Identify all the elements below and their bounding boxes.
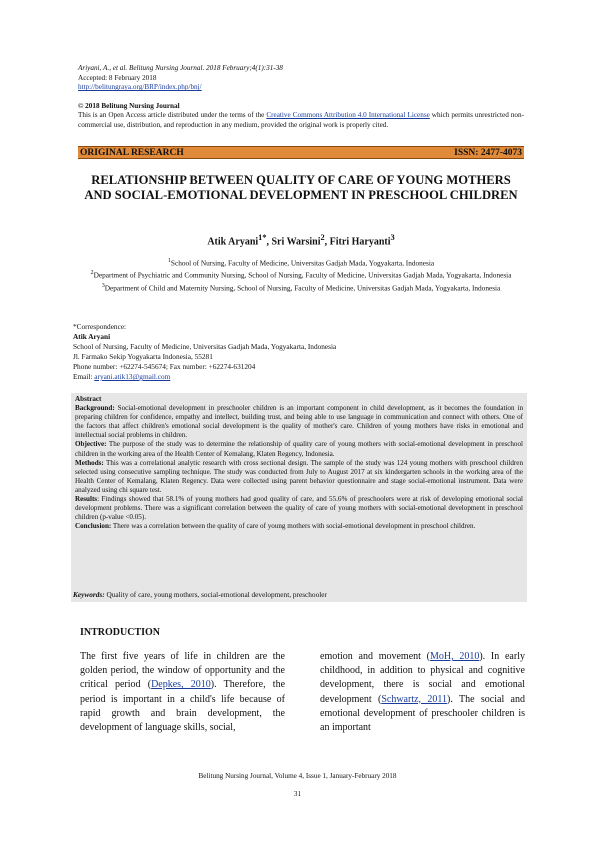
affiliation [78, 256, 524, 268]
email-link[interactable]: aryani.atik13@gmail.com [94, 372, 171, 381]
affil-sup: 2 [90, 270, 94, 277]
author-sup: 3 [390, 233, 395, 242]
article-header [78, 64, 524, 131]
footer-journal: Belitung Nursing Journal, Volume 4, Issue 1, January-February 2018 [198, 772, 397, 780]
keywords-text: Quality of care, young mothers, social-emotional development, preschooler [104, 590, 327, 599]
issn: ISSN: 2477-4073 [454, 148, 522, 158]
article-type-bar [78, 146, 524, 159]
journal-url-link[interactable]: http://belitungraya.org/BRP/index.php/bnj/ [78, 83, 202, 92]
author-sup: 2 [320, 233, 325, 242]
objective-text: The purpose of the study was to determine the relationship of quality care of young mothers with social-emotional development in preschool children in the working area of the Health Center of Kemalang, Klaten Regency, Indonesia. [75, 440, 523, 458]
body-column-left [80, 650, 285, 735]
correspondence-street: Jl. Farmako Sekip Yogyakarta Indonesia, 55281 [73, 352, 213, 361]
affiliation [78, 281, 524, 293]
citation: Ariyani, A., et al. Belitung Nursing Journal. 2018 February;4(1):31-38 [78, 64, 283, 72]
body-text: The first five years of life in children are the golden period, the window of opportunity and the critical period ( [80, 651, 285, 691]
copyright: © 2018 Belitung Nursing Journal [78, 101, 180, 110]
keywords [73, 590, 523, 599]
correspondence-phone: Phone number: +62274-545674; Fax number: +62274-631204 [73, 362, 256, 371]
citation-link[interactable]: Schwartz, 2011 [381, 693, 448, 705]
correspondence-name: Atik Aryani [73, 332, 111, 341]
author-name: Atik Aryani [207, 236, 259, 248]
affiliations [78, 256, 524, 293]
results-text: : Findings showed that 58.1% of young mothers had good quality of care, and 55.6% of preschoolers were at risk of developing emotional social development problems. There was a significant correlation between the quality of care of young mothers with social-emotional development in preschool children (p-value <0.05). [75, 495, 523, 522]
affiliation [78, 268, 524, 280]
affil-text: Department of Child and Maternity Nursing, School of Nursing, Faculty of Medicine, Universitas Gadjah Mada, Yogyakarta, Indonesia [104, 283, 501, 293]
conclusion-heading: Conclusion: [75, 522, 112, 531]
body-text: ). The social and emotional development of preschooler children is an important [320, 693, 525, 734]
abstract-conclusion [75, 522, 523, 531]
abstract-results [75, 495, 523, 522]
license-pre: This is an Open Access article distributed under the terms of the [78, 111, 267, 120]
article-type: ORIGINAL RESEARCH [80, 148, 184, 158]
methods-text: This was a correlational analytic research with cross sectional design. The sample of the study was 124 young mothers with preschool children selected using consecutive sampling technique. The study was conducted from July to August 2017 at six kindergarten schools in the working area of the Health Center of Kemalang, Klaten Regency. Data were collected using parent behavior questionnaire and stage social-emotional instrument. Data were analyzed using chi square test. [75, 458, 523, 494]
correspondence-label: *Correspondence: [73, 322, 127, 331]
author-name: Sri Warsini [271, 236, 321, 248]
accepted-date: Accepted: 8 February 2018 [78, 73, 157, 82]
body-column-right [320, 650, 525, 735]
citation-link[interactable]: MoH, 2010 [429, 651, 480, 662]
author-sup: 1* [258, 233, 267, 242]
license-post: which permits unrestricted non-commercial use, distribution, and reproduction in any medium, provided the original work is properly cited. [78, 111, 524, 129]
correspondence-address: School of Nursing, Faculty of Medicine, Universitas Gadjah Mada, Yogyakarta, Indonesia [73, 342, 337, 351]
correspondence-email-line [73, 372, 523, 382]
section-heading: INTRODUCTION [80, 627, 161, 638]
body-text: ). Therefore, the period is important in a child's life because of rapid growth and brain development, the development of language skills, social, [80, 679, 286, 734]
article-title: RELATIONSHIP BETWEEN QUALITY OF CARE OF YOUNG MOTHERS AND SOCIAL-EMOTIONAL DEVELOPMENT IN PRESCHOOL CHILDREN [84, 173, 518, 202]
author-name: Fitri Haryanti [329, 236, 391, 248]
body-text: emotion and movement ( [320, 651, 430, 662]
background-heading: Background: [75, 404, 115, 413]
affil-sup: 1 [167, 258, 171, 264]
keywords-label: Keywords: [73, 590, 105, 599]
abstract-background [75, 404, 523, 440]
page-number: 31 [293, 790, 302, 798]
correspondence [73, 322, 523, 382]
abstract-box [71, 393, 527, 602]
license-link[interactable]: Creative Commons Attribution 4.0 International License [266, 111, 430, 120]
citation-link[interactable]: Depkes, 2010 [151, 679, 211, 691]
body-text: ). In early childhood, in addition to physical and cognitive development, there is social and emotional development ( [320, 651, 525, 705]
affil-sup: 3 [101, 282, 105, 289]
conclusion-text: There was a correlation between the quality of care of young mothers with social-emotional development in preschool children. [111, 522, 476, 531]
background-text: Social-emotional development in preschooler children is an important component in child development, as it becomes the foundation in preparing children for confidence, empathy and intellect, building trust, and being able to use language in communication and connect with others. One of the factors that affect children's emotional social development is the quality of mother's care. Children of young mothers have risks in emotional and intellectual social problems in children. [75, 404, 523, 440]
abstract-objective [75, 440, 523, 458]
objective-heading: Objective: [75, 440, 107, 449]
email-label: Email: [73, 372, 95, 381]
affil-text: School of Nursing, Faculty of Medicine, Universitas Gadjah Mada, Yogyakarta, Indonesia [170, 258, 435, 268]
abstract-methods [75, 459, 523, 495]
results-heading: Results [75, 495, 98, 504]
methods-heading: Methods: [75, 458, 104, 467]
author-list: Atik Aryani$^{1*}$, Sri Warsini$^2$, Fitri Haryanti$^3$ [207, 233, 395, 248]
license-text [78, 111, 524, 130]
affil-text: Department of Psychiatric and Community Nursing, School of Nursing, Faculty of Medicine, Universitas Gadjah Mada, Yogyakarta, Indonesia [93, 270, 512, 280]
abstract-heading: Abstract [75, 395, 102, 403]
